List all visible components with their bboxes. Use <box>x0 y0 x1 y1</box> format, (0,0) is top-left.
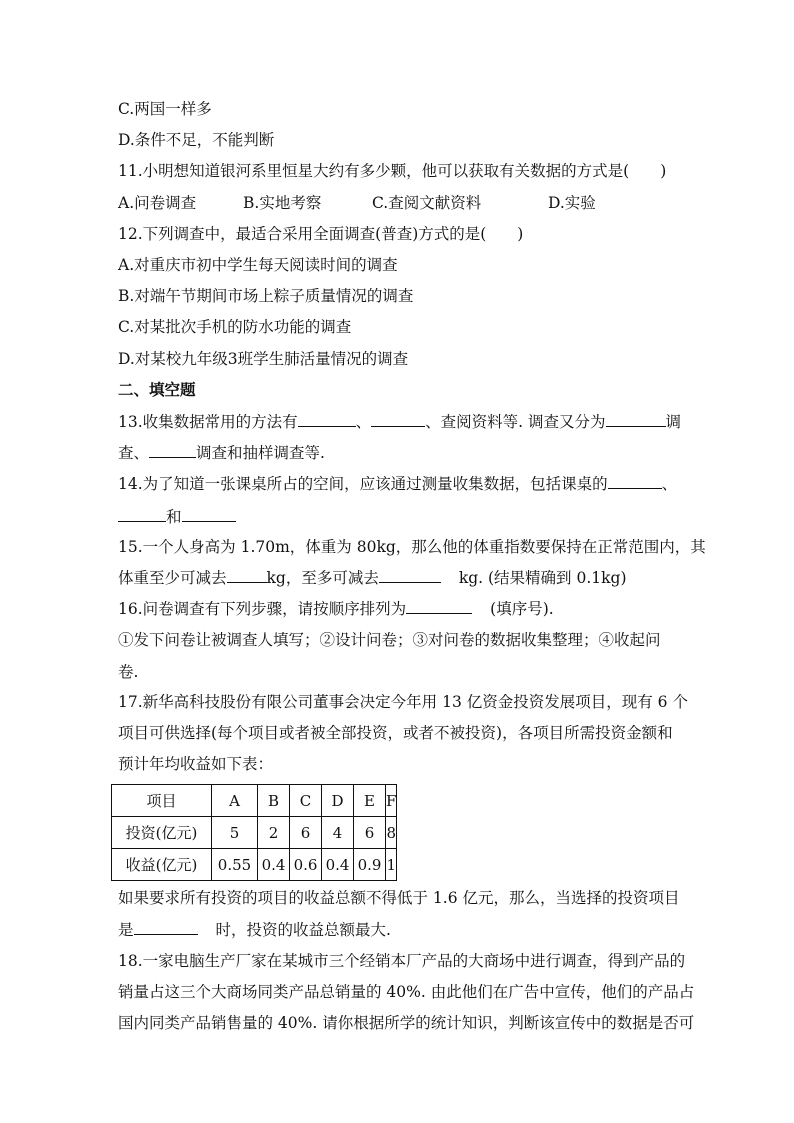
question-13-line2 <box>118 441 708 465</box>
question-11-options <box>118 191 708 215</box>
question-13-line1 <box>118 410 708 434</box>
answer-blank <box>371 410 425 427</box>
question-16-steps-cont: 卷. <box>118 663 139 681</box>
question-17-line2: 项目可供选择(每个项目或者被全部投资，或者不被投资)，各项目所需投资金额和 <box>118 724 673 742</box>
answer-blank <box>608 472 662 489</box>
table-row <box>112 785 397 817</box>
q11-option-d: D.实验 <box>548 194 596 212</box>
table-cell: 0.6 <box>290 849 322 881</box>
question-17-after-line2 <box>118 918 708 942</box>
table-cell: 0.9 <box>354 849 386 881</box>
answer-blank <box>149 441 196 458</box>
table-cell: 4 <box>322 817 354 849</box>
investment-table <box>111 784 397 881</box>
q12-option-d: D.对某校九年级3班学生肺活量情况的调查 <box>118 350 409 368</box>
table-cell: 2 <box>258 817 290 849</box>
question-11: 11.小明想知道银河系里恒星大约有多少颗，他可以获取有关数据的方式是( ) <box>118 162 667 180</box>
answer-blank <box>182 505 236 522</box>
q13-text-3: 、查阅资料等. 调查又分为 <box>425 413 606 431</box>
q13-text-4: 调 <box>665 413 682 431</box>
question-16-steps: ①发下问卷让被调查人填写；②设计问卷；③对问卷的数据收集整理；④收起问 <box>118 631 661 649</box>
option-d-line: D.条件不足，不能判断 <box>118 131 275 149</box>
q17-text-when: 时，投资的收益总额最大. <box>215 921 391 939</box>
table-cell: 5 <box>212 817 258 849</box>
q15-text-4: kg. (结果精确到 0.1kg) <box>458 569 627 587</box>
table-header-cell: E <box>354 785 386 817</box>
table-cell: 投资(亿元) <box>112 817 212 849</box>
q15-text-3: kg，至多可减去 <box>266 569 379 587</box>
answer-blank <box>118 505 166 522</box>
q17-text-is: 是 <box>118 921 134 939</box>
question-18-line1: 18.一家电脑生产厂家在某城市三个经销本厂产品的大商场中进行调查，得到产品的 <box>118 952 686 970</box>
table-cell: 8 <box>386 817 397 849</box>
question-17-line3: 预计年均收益如下表： <box>118 755 274 773</box>
table-row <box>112 817 397 849</box>
q11-option-b: B.实地考察 <box>243 194 322 212</box>
q16-text-2: (填序号). <box>490 600 554 618</box>
answer-blank <box>134 918 198 935</box>
section-heading-fill-blank: 二、填空题 <box>118 381 196 399</box>
answer-blank <box>298 410 356 427</box>
question-15-line2 <box>118 566 708 590</box>
q14-text-2: 、 <box>661 475 678 493</box>
answer-blank <box>227 566 267 583</box>
table-cell: 0.55 <box>212 849 258 881</box>
answer-blank <box>406 597 472 614</box>
q13-text-2: 、 <box>355 413 372 431</box>
q12-option-b: B.对端午节期间市场上粽子质量情况的调查 <box>118 287 414 305</box>
question-14-line2 <box>118 505 708 529</box>
table-cell: 收益(亿元) <box>112 849 212 881</box>
q15-text-2: 体重至少可减去 <box>118 569 227 587</box>
table-cell: 0.4 <box>258 849 290 881</box>
q16-text-1: 16.问卷调查有下列步骤，请按顺序排列为 <box>118 600 407 618</box>
table-header-cell: A <box>212 785 258 817</box>
question-12: 12.下列调查中，最适合采用全面调查(普查)方式的是( ) <box>118 225 524 243</box>
q14-text-3: 和 <box>166 508 182 526</box>
q14-text-1: 14.为了知道一张课桌所占的空间，应该通过测量收集数据，包括课桌的 <box>118 475 608 493</box>
q13-text-6: 调查和抽样调查等. <box>196 444 325 462</box>
table-header-cell: C <box>290 785 322 817</box>
table-header-cell: D <box>322 785 354 817</box>
q13-text-5: 查、 <box>118 444 150 462</box>
table-cell: 6 <box>290 817 322 849</box>
table-header-cell: B <box>258 785 290 817</box>
question-17-after-line1: 如果要求所有投资的项目的收益总额不得低于 1.6 亿元，那么，当选择的投资项目 <box>118 889 680 907</box>
q11-option-c: C.查阅文献资料 <box>372 194 482 212</box>
table-header-cell: 项目 <box>112 785 212 817</box>
question-18-line3: 国内同类产品销售量的 40%. 请你根据所学的统计知识，判断该宣传中的数据是否可 <box>118 1014 695 1032</box>
option-c-line: C.两国一样多 <box>118 100 212 118</box>
question-18-line2: 销量占这三个大商场同类产品总销量的 40%. 由此他们在广告中宣传，他们的产品占 <box>118 983 695 1001</box>
question-14-line1 <box>118 472 708 496</box>
table-header-cell: F <box>386 785 397 817</box>
question-15-line1: 15.一个人身高为 1.70m，体重为 80kg，那么他的体重指数要保持在正常范围内，其 <box>118 538 706 556</box>
table-row <box>112 849 397 881</box>
table-cell: 1 <box>386 849 397 881</box>
question-17-line1: 17.新华高科技股份有限公司董事会决定今年用 13 亿资金投资发展项目，现有 6 个 <box>118 693 688 711</box>
question-16-line1 <box>118 597 708 621</box>
q11-option-a: A.问卷调查 <box>118 194 197 212</box>
q12-option-c: C.对某批次手机的防水功能的调查 <box>118 318 352 336</box>
table-cell: 0.4 <box>322 849 354 881</box>
table-cell: 6 <box>354 817 386 849</box>
q12-option-a: A.对重庆市初中学生每天阅读时间的调查 <box>118 256 398 274</box>
answer-blank <box>379 566 441 583</box>
answer-blank <box>606 410 666 427</box>
q13-text-1: 13.收集数据常用的方法有 <box>118 413 298 431</box>
